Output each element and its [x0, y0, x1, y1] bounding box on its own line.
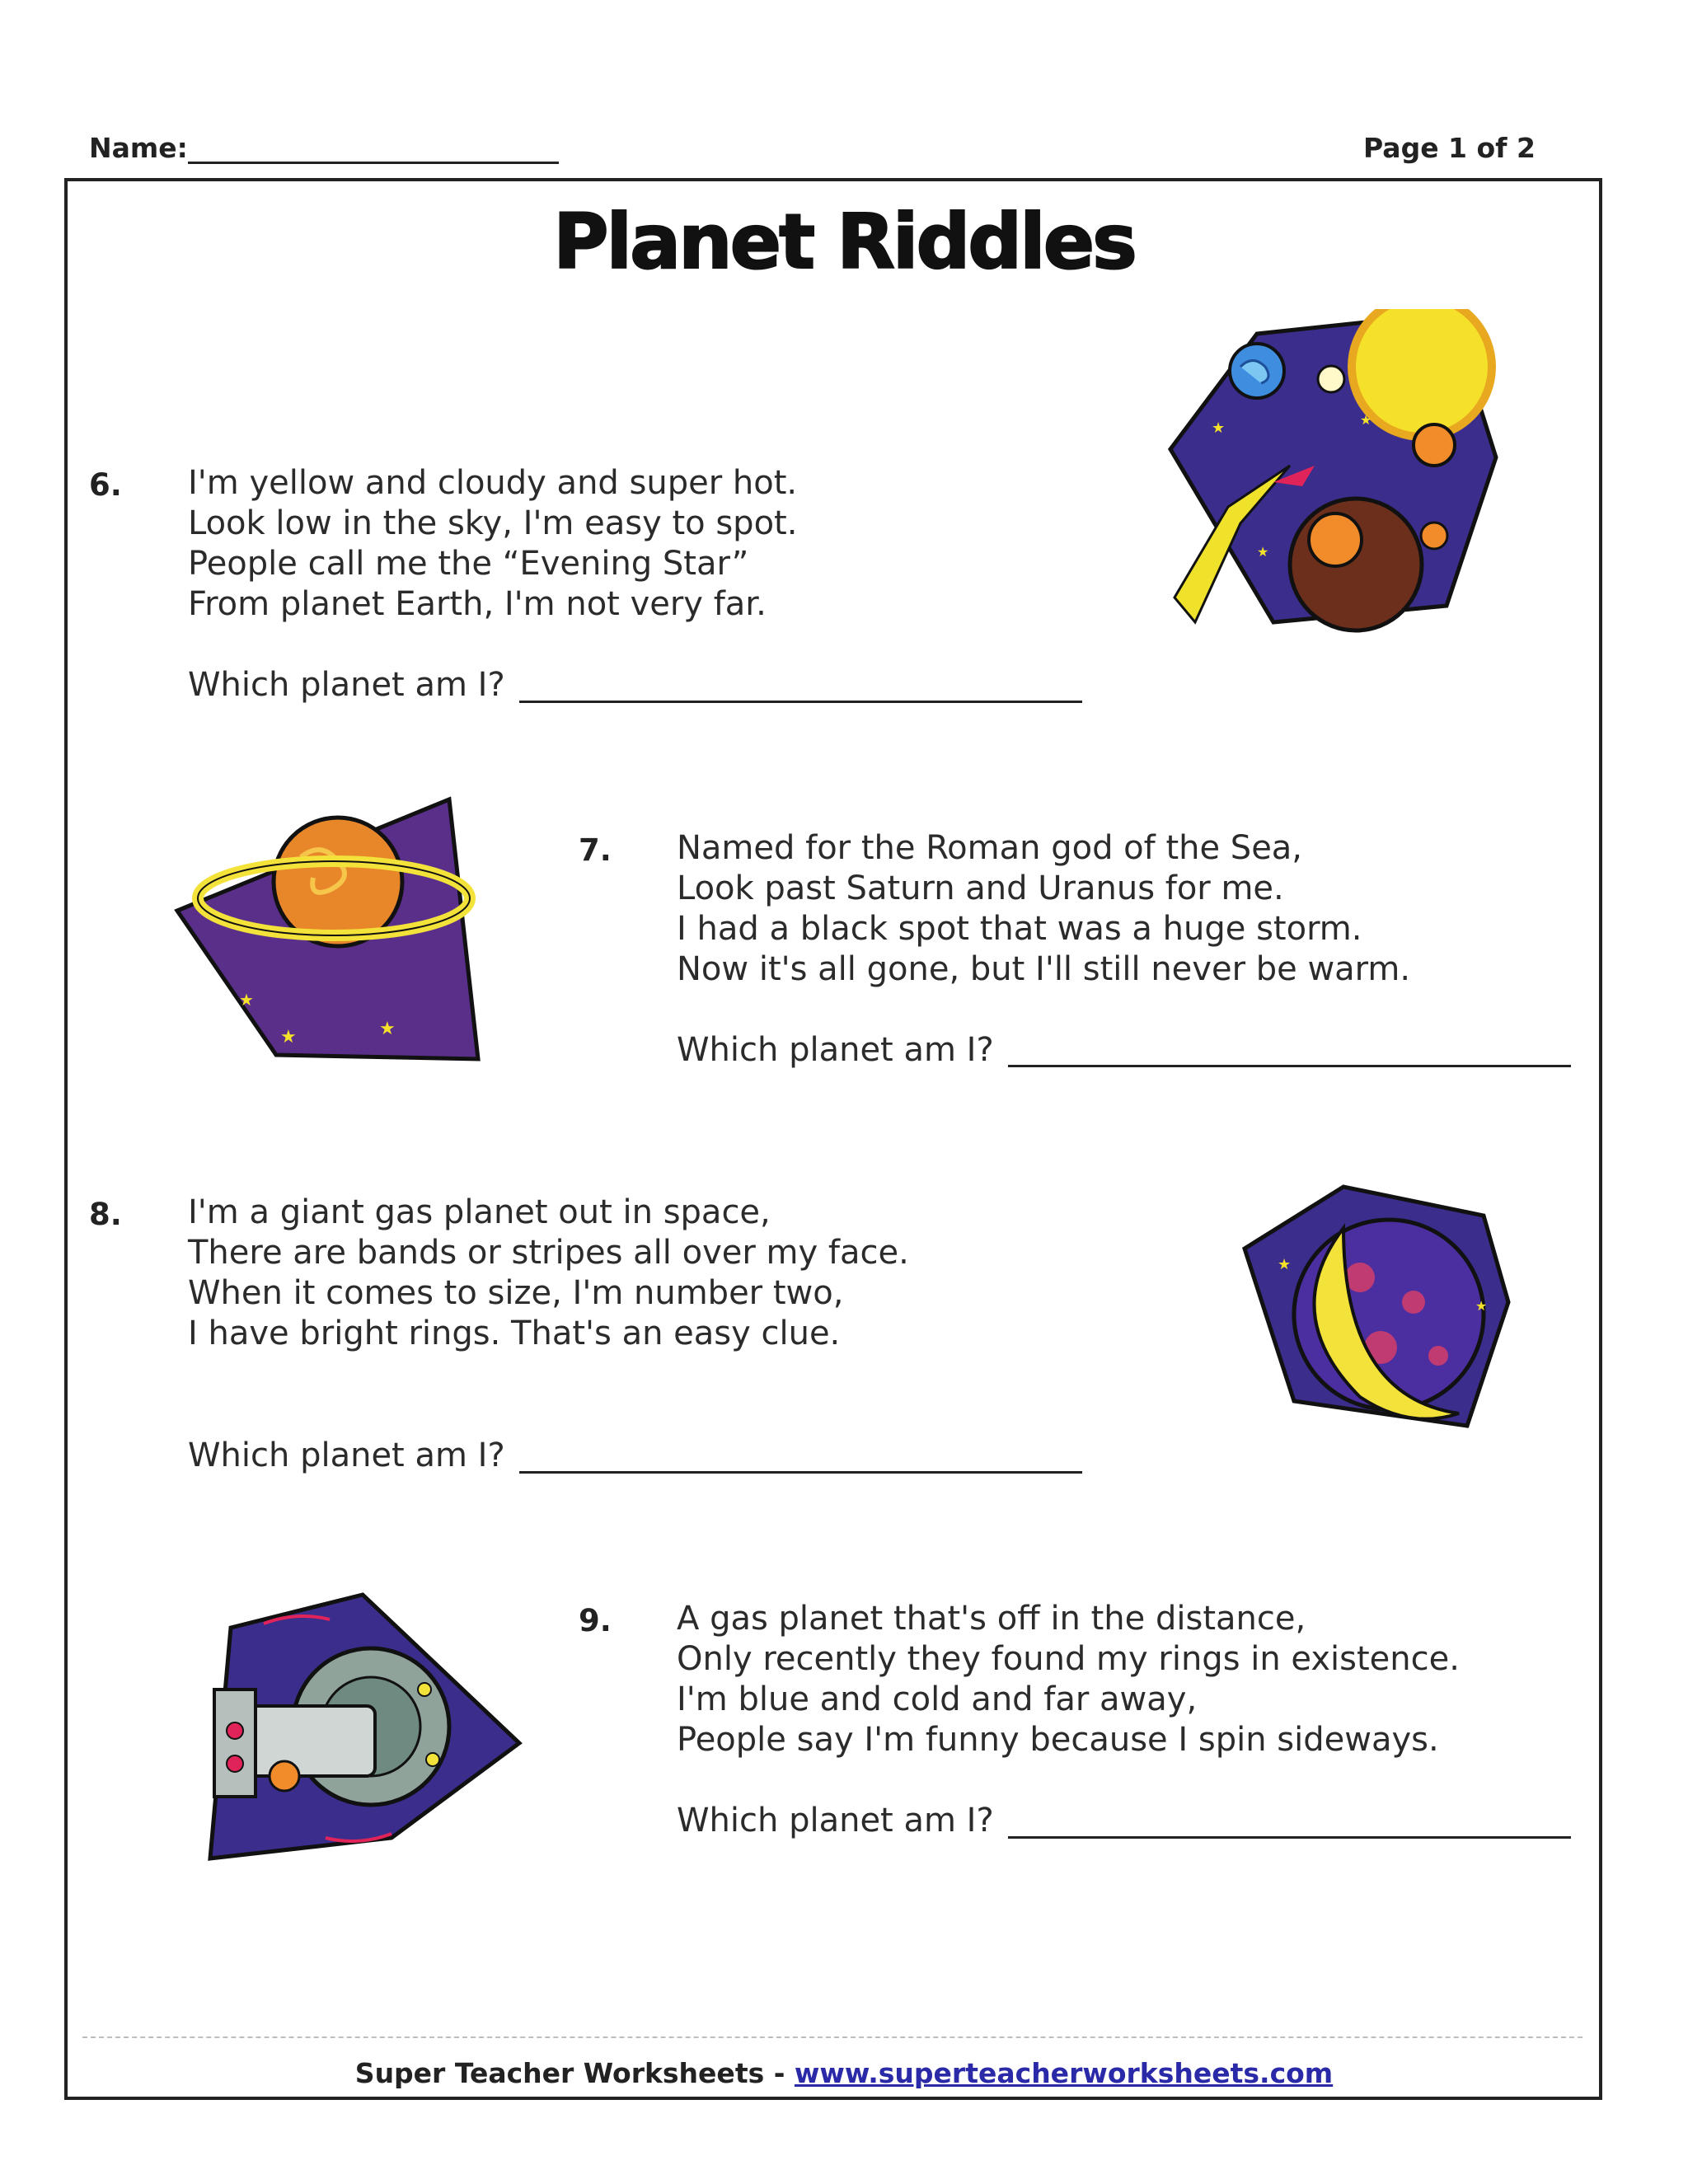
riddle-text: [677, 1599, 1460, 1760]
riddle-number: 7.: [579, 832, 612, 868]
svg-text:★: ★: [1212, 419, 1226, 437]
question-label: Which planet am I?: [677, 1802, 994, 1840]
answer-field[interactable]: [1008, 1836, 1571, 1839]
riddle-line: From planet Earth, I'm not very far.: [188, 585, 767, 623]
footer: [0, 2057, 1688, 2089]
svg-text:★: ★: [239, 990, 254, 1010]
svg-text:★: ★: [1257, 544, 1269, 560]
riddle-line: Named for the Roman god of the Sea,: [677, 829, 1303, 867]
answer-field[interactable]: [519, 701, 1082, 703]
page-title: Planet Riddles: [553, 198, 1135, 286]
page-number: Page 1 of 2: [1363, 132, 1536, 164]
question-label: Which planet am I?: [677, 1031, 994, 1069]
riddle-line: There are bands or stripes all over my face.: [188, 1234, 909, 1272]
riddle-line: I had a black spot that was a huge storm.: [677, 910, 1362, 948]
svg-text:★: ★: [379, 1019, 396, 1039]
footer-divider: [82, 2036, 1582, 2038]
riddle-line: I have bright rings. That's an easy clue.: [188, 1315, 841, 1352]
riddle-line: People say I'm funny because I spin sideways.: [677, 1721, 1439, 1759]
riddle-line: People call me the “Evening Star”: [188, 545, 749, 583]
answer-field[interactable]: [1008, 1065, 1571, 1067]
riddle-line: A gas planet that's off in the distance,: [677, 1600, 1306, 1638]
space-satellite-illustration: [185, 1591, 523, 1871]
name-field[interactable]: [188, 162, 559, 164]
crescent-planet-illustration: [1236, 1179, 1517, 1442]
riddle-number: 8.: [89, 1197, 122, 1232]
question-label: Which planet am I?: [188, 1436, 505, 1474]
riddle-number: 6.: [89, 467, 122, 503]
riddle-line: Look past Saturn and Uranus for me.: [677, 869, 1284, 907]
riddle-text: [677, 828, 1410, 990]
answer-field[interactable]: [519, 1471, 1082, 1474]
svg-text:★: ★: [280, 1027, 297, 1047]
riddle-text: [188, 1193, 909, 1354]
riddle-line: I'm a giant gas planet out in space,: [188, 1193, 771, 1231]
riddle-number: 9.: [579, 1603, 612, 1638]
riddle-line: Look low in the sky, I'm easy to spot.: [188, 504, 798, 542]
riddle-line: I'm yellow and cloudy and super hot.: [188, 464, 798, 502]
riddle-line: Now it's all gone, but I'll still never be warm.: [677, 950, 1411, 988]
riddle-text: [188, 463, 797, 625]
footer-text: Super Teacher Worksheets -: [354, 2057, 795, 2089]
riddle-line: Only recently they found my rings in existence.: [677, 1640, 1460, 1678]
name-label: Name:: [89, 132, 188, 164]
svg-text:★: ★: [1278, 1256, 1292, 1273]
ringed-planet-illustration: [173, 791, 499, 1067]
question-label: Which planet am I?: [188, 666, 505, 704]
footer-link[interactable]: www.superteacherworksheets.com: [794, 2057, 1334, 2089]
sun-planets-comet-illustration: [1150, 309, 1504, 651]
riddle-line: I'm blue and cold and far away,: [677, 1680, 1198, 1718]
svg-text:★: ★: [1475, 1298, 1488, 1314]
riddle-line: When it comes to size, I'm number two,: [188, 1274, 844, 1312]
svg-text:★: ★: [1360, 412, 1372, 428]
